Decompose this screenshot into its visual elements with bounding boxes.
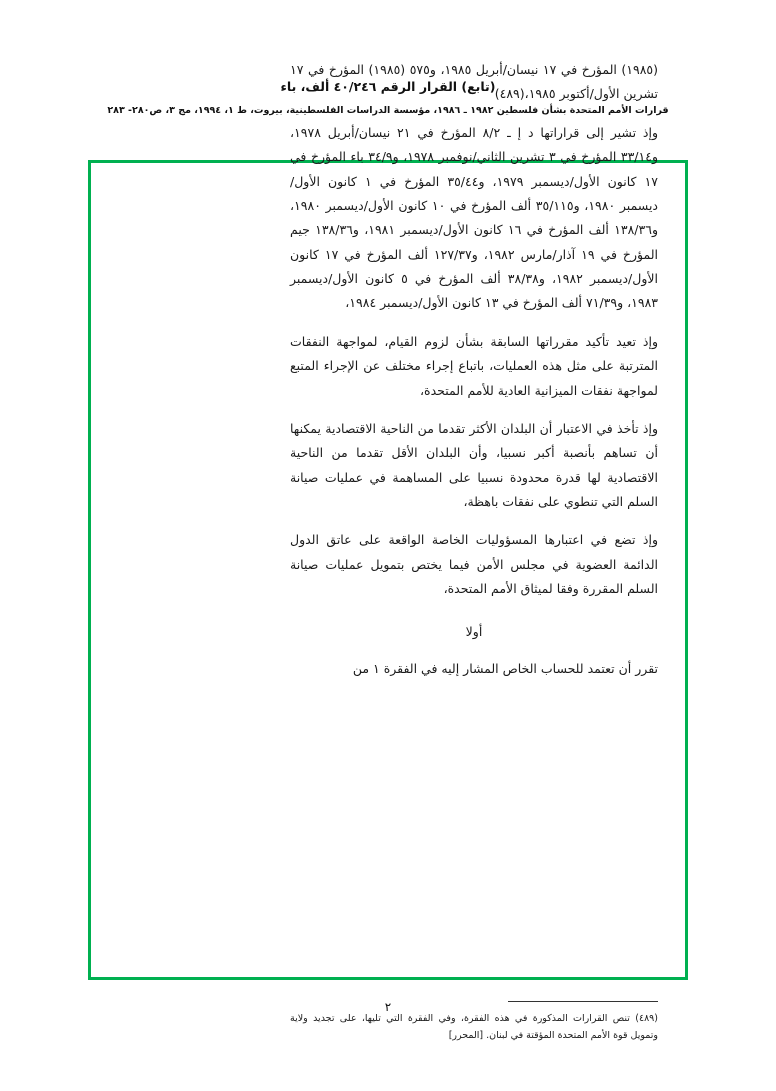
page-number: ٢ <box>384 1000 392 1014</box>
paragraph-resolution-dates: (١٩٨٥) المؤرخ في ١٧ نيسان/أبريل ١٩٨٥، و٥٧٥ (١٩٨٥) المؤرخ في ١٧ تشرين الأول/أكتوبر ١٩٨٥،(٤٨٩) <box>290 62 659 102</box>
paragraph-decides: تقرر أن تعتمد للحساب الخاص المشار إليه في الفقرة ١ من <box>352 660 658 676</box>
header-title: (تابع) القرار الرقم ٤٠/٢٤٦ ألف، باء <box>280 79 496 94</box>
paragraph-bearing-in-mind: وإذ تضع في اعتبارها المسؤوليات الخاصة الواقعة على عاتق الدول الدائمة العضوية في مجلس الأمن فيما يختص بتمويل عمليات صيانة السلم المقررة وفقا لميثاق الأمم المتحدة، <box>290 532 658 597</box>
paragraph-recalling: وإذ تشير إلى قراراتها د إ ـ ٨/٢ المؤرخ في ٢١ نيسان/أبريل ١٩٧٨، و٣٣/١٤ المؤرخ في ٣ تشرين الثاني/نوفمبر ١٩٧٨، و٣٤/٩ باء المؤرخ في ١٧ كانون الأول/ديسمبر ١٩٧٩، و٣٥/٤٤ المؤرخ في ١ كانون الأول/ديسمبر ١٩٨٠، و٣٥/١١٥ ألف المؤرخ في ١٠ كانون الأول/ديسمبر ١٩٨٠، و١٣٨/٣٦ ألف المؤرخ في ١٦ كانون الأول/ديسمبر ١٩٨١، و١٣٨/٣٦ جيم المؤرخ في ١٩ آذار/مارس ١٩٨٢، و١٢٧/٣٧ ألف المؤرخ في ١٧ كانون الأول/ديسمبر ١٩٨٢، و٣٨/٣٨ ألف المؤرخ في ٥ كانون الأول/ديسمبر ١٩٨٣، و٧١/٣٩ ألف المؤرخ في ١٣ كانون الأول/ديسمبر ١٩٨٤، <box>290 124 659 311</box>
footnote-text: (٤٨٩) تنص القرارات المذكورة في هذه الفقرة، وفي الفقرة التي تليها، على تجديد ولاية وتمويل قوة الأمم المتحدة المؤقتة في لبنان. [المحرر] <box>290 1012 658 1042</box>
paragraph-reaffirming: وإذ تعيد تأكيد مقرراتها السابقة بشأن لزوم القيام، لمواجهة النفقات المترتبة على مثل هذه العمليات، باتباع إجراء مختلف عن الإجراء المتبع لمواجهة نفقات الميزانية العادية للأمم المتحدة، <box>290 333 658 398</box>
document-body <box>290 58 658 695</box>
paragraph-taking-into-account: وإذ تأخذ في الاعتبار أن البلدان الأكثر تقدما من الناحية الاقتصادية يمكنها أن تساهم بأنصبة أكبر نسبيا، وأن البلدان الأقل تقدما من الناحية الاقتصادية لها قدرة محدودة نسبيا على المساهمة في عمليات صيانة السلم التي تنطوي على نفقات باهظة، <box>290 420 658 509</box>
header-source-line: قرارات الأمم المتحدة بشأن فلسطين ١٩٨٢ ـ ١٩٨٦، مؤسسة الدراسات الفلسطينية، بيروت، ط ١، ١٩٩٤، مج ٣، ص٢٨٠- ٢٨٣ <box>107 104 669 116</box>
section-heading: أولا <box>465 623 483 639</box>
